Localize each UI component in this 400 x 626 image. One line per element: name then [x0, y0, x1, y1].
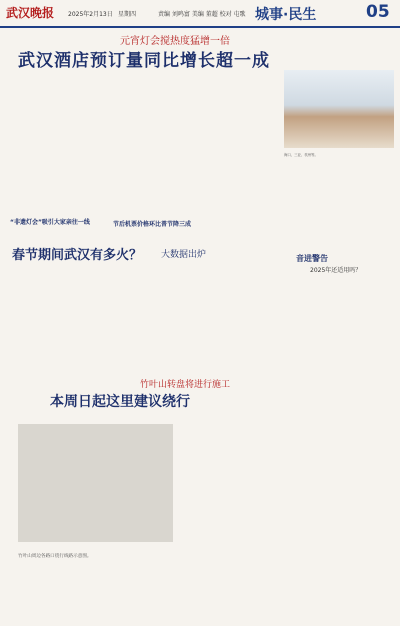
section2-subtitle: 大数据出炉	[161, 250, 207, 260]
right-column-subtitle: 2025年还适用吗？	[310, 267, 362, 274]
lead-kicker: 元宵灯会搅热度猛增一倍	[120, 36, 230, 47]
lead-subhead-2: 节后机票价格环比普节降三成	[113, 221, 192, 228]
section2-headline: 春节期间武汉有多火？	[12, 248, 143, 263]
newspaper-logo: 武汉晚报	[6, 6, 55, 20]
lead-headline: 武汉酒店预订量同比增长超一成	[18, 51, 270, 71]
section-name: 城事·民生	[255, 7, 317, 23]
editors-line: 责编 刘鸣富 美编 董超 校对 屯歌	[158, 11, 246, 18]
right-column-title: 音进警告	[296, 254, 328, 263]
detour-map	[18, 424, 173, 542]
map-caption: 竹叶山周边各路口绕行线路示意图。	[18, 554, 92, 559]
section3-kicker: 竹叶山转盘将进行施工	[140, 380, 231, 390]
city-photo	[284, 70, 394, 148]
lead-subhead-1: “非遗灯会”吸引大家亲往一线	[10, 219, 90, 226]
issue-weekday: 星期四	[118, 11, 137, 18]
section3-headline: 本周日起这里建议绕行	[50, 394, 190, 410]
issue-date: 2025年2月13日	[68, 11, 113, 18]
photo-caption: 海口、三亚、杭州等。	[284, 153, 318, 157]
page-number: 05	[366, 2, 390, 22]
